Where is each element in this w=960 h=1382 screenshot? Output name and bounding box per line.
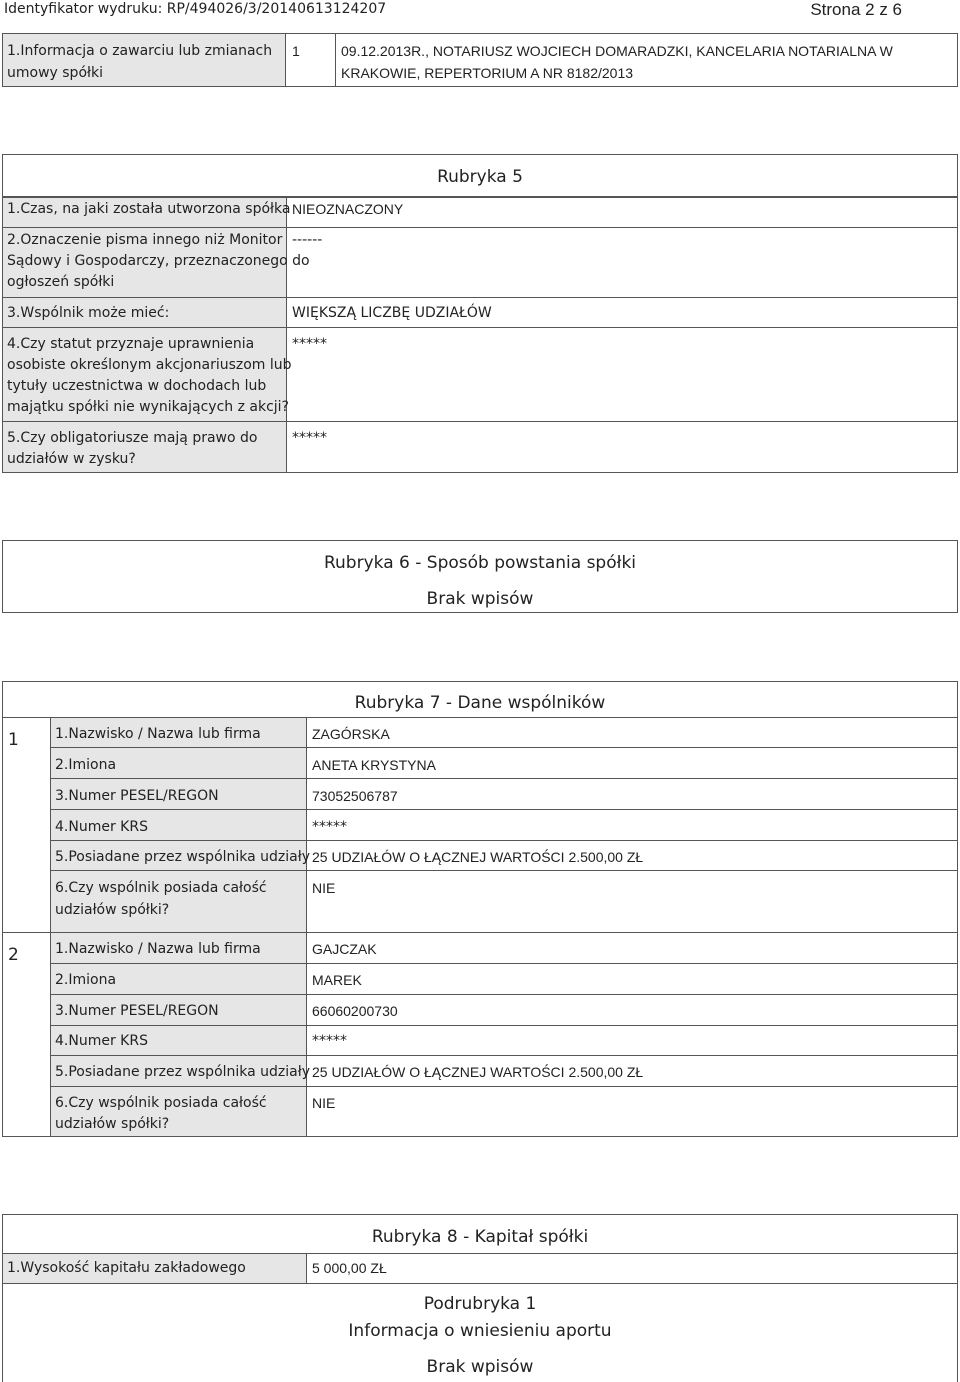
partner-2-udzialy-label: 5.Posiadane przez wspólnika udziały	[55, 1064, 311, 1080]
wspolnik-label: 3.Wspólnik może mieć:	[7, 305, 170, 321]
umowa-label: 1.Informacja o zawarciu lub zmianach	[7, 43, 273, 59]
statut-label-2: osobiste określonym akcjonariuszom lub	[7, 357, 292, 373]
rubryka-7-title: Rubryka 7 - Dane wspólników	[354, 693, 606, 713]
partner-2-imiona: MAREK	[312, 972, 362, 988]
oznaczenie-value: ------	[292, 232, 323, 248]
partner-1-krs: *****	[312, 819, 347, 835]
umowa-index: 1	[292, 43, 300, 59]
partner-2-krs: *****	[312, 1033, 347, 1049]
partner-1-nazwisko: ZAGÓRSKA	[312, 726, 390, 742]
partner-2-calosc-label: 6.Czy wspólnik posiada całość	[55, 1095, 267, 1111]
partner-1-calosc: NIE	[312, 880, 336, 896]
rubryka-6-title: Rubryka 6 - Sposób powstania spółki	[323, 553, 637, 573]
rubryka-8-title: Rubryka 8 - Kapitał spółki	[371, 1227, 589, 1247]
partner-2-imiona-label: 2.Imiona	[55, 972, 117, 988]
umowa-label-2: umowy spółki	[7, 65, 103, 81]
podrubryka-subtitle: Informacja o wniesieniu aportu	[348, 1321, 612, 1341]
partner-1-nazwisko-label: 1.Nazwisko / Nazwa lub firma	[55, 726, 261, 742]
partner-1-pesel: 73052506787	[312, 788, 398, 804]
rubryka-6-empty: Brak wpisów	[426, 589, 534, 609]
partner-1-calosc-label-2: udziałów spółki?	[55, 902, 170, 918]
kapital-value: 5 000,00 ZŁ	[312, 1260, 387, 1276]
obligatoriusze-label: 5.Czy obligatoriusze mają prawo do	[7, 430, 258, 446]
czas-value: NIEOZNACZONY	[292, 201, 404, 217]
obligatoriusze-label-2: udziałów w zysku?	[7, 451, 136, 467]
czas-label: 1.Czas, na jaki została utworzona spółka	[7, 201, 291, 217]
partner-1-imiona-label: 2.Imiona	[55, 757, 117, 773]
partner-2-pesel-label: 3.Numer PESEL/REGON	[55, 1003, 219, 1019]
kapital-label: 1.Wysokość kapitału zakładowego	[7, 1260, 246, 1276]
partner-1-calosc-label: 6.Czy wspólnik posiada całość	[55, 880, 267, 896]
statut-label: 4.Czy statut przyznaje uprawnienia	[7, 336, 255, 352]
partner-1-pesel-label: 3.Numer PESEL/REGON	[55, 788, 219, 804]
obligatoriusze-value: *****	[292, 430, 327, 446]
partner-2-calosc-label-2: udziałów spółki?	[55, 1116, 170, 1132]
statut-label-4: majątku spółki nie wynikających z akcji?	[7, 399, 289, 415]
page-number: Strona 2 z 6	[810, 0, 902, 19]
umowa-value-2: KRAKOWIE, REPERTORIUM A NR 8182/2013	[341, 65, 634, 81]
oznaczenie-label-2: Sądowy i Gospodarczy, przeznaczonego do	[7, 253, 310, 269]
partner-1-udzialy: 25 UDZIAŁÓW O ŁĄCZNEJ WARTOŚCI 2.500,00 ZŁ	[312, 849, 644, 865]
partner-1-udzialy-label: 5.Posiadane przez wspólnika udziały	[55, 849, 311, 865]
rubryka-5-title: Rubryka 5	[437, 167, 523, 187]
partner-2-calosc: NIE	[312, 1095, 336, 1111]
partner-1-index: 1	[8, 730, 19, 750]
oznaczenie-label-3: ogłoszeń spółki	[7, 274, 115, 290]
partner-1-krs-label: 4.Numer KRS	[55, 819, 148, 835]
partner-2-krs-label: 4.Numer KRS	[55, 1033, 148, 1049]
partner-2-nazwisko-label: 1.Nazwisko / Nazwa lub firma	[55, 941, 261, 957]
umowa-value: 09.12.2013R., NOTARIUSZ WOJCIECH DOMARADZKI, KANCELARIA NOTARIALNA W	[341, 43, 893, 59]
partner-2-udzialy: 25 UDZIAŁÓW O ŁĄCZNEJ WARTOŚCI 2.500,00 ZŁ	[312, 1064, 644, 1080]
oznaczenie-label: 2.Oznaczenie pisma innego niż Monitor	[7, 232, 283, 248]
wspolnik-value: WIĘKSZĄ LICZBĘ UDZIAŁÓW	[292, 305, 492, 321]
print-identifier: Identyfikator wydruku: RP/494026/3/20140613124207	[4, 1, 387, 17]
podrubryka-title: Podrubryka 1	[423, 1294, 537, 1314]
podrubryka-empty: Brak wpisów	[426, 1357, 534, 1377]
partner-1-imiona: ANETA KRYSTYNA	[312, 757, 436, 773]
partner-2-pesel: 66060200730	[312, 1003, 398, 1019]
statut-value: *****	[292, 336, 327, 352]
partner-2-index: 2	[8, 945, 19, 965]
partner-2-nazwisko: GAJCZAK	[312, 941, 377, 957]
statut-label-3: tytuły uczestnictwa w dochodach lub	[7, 378, 267, 394]
